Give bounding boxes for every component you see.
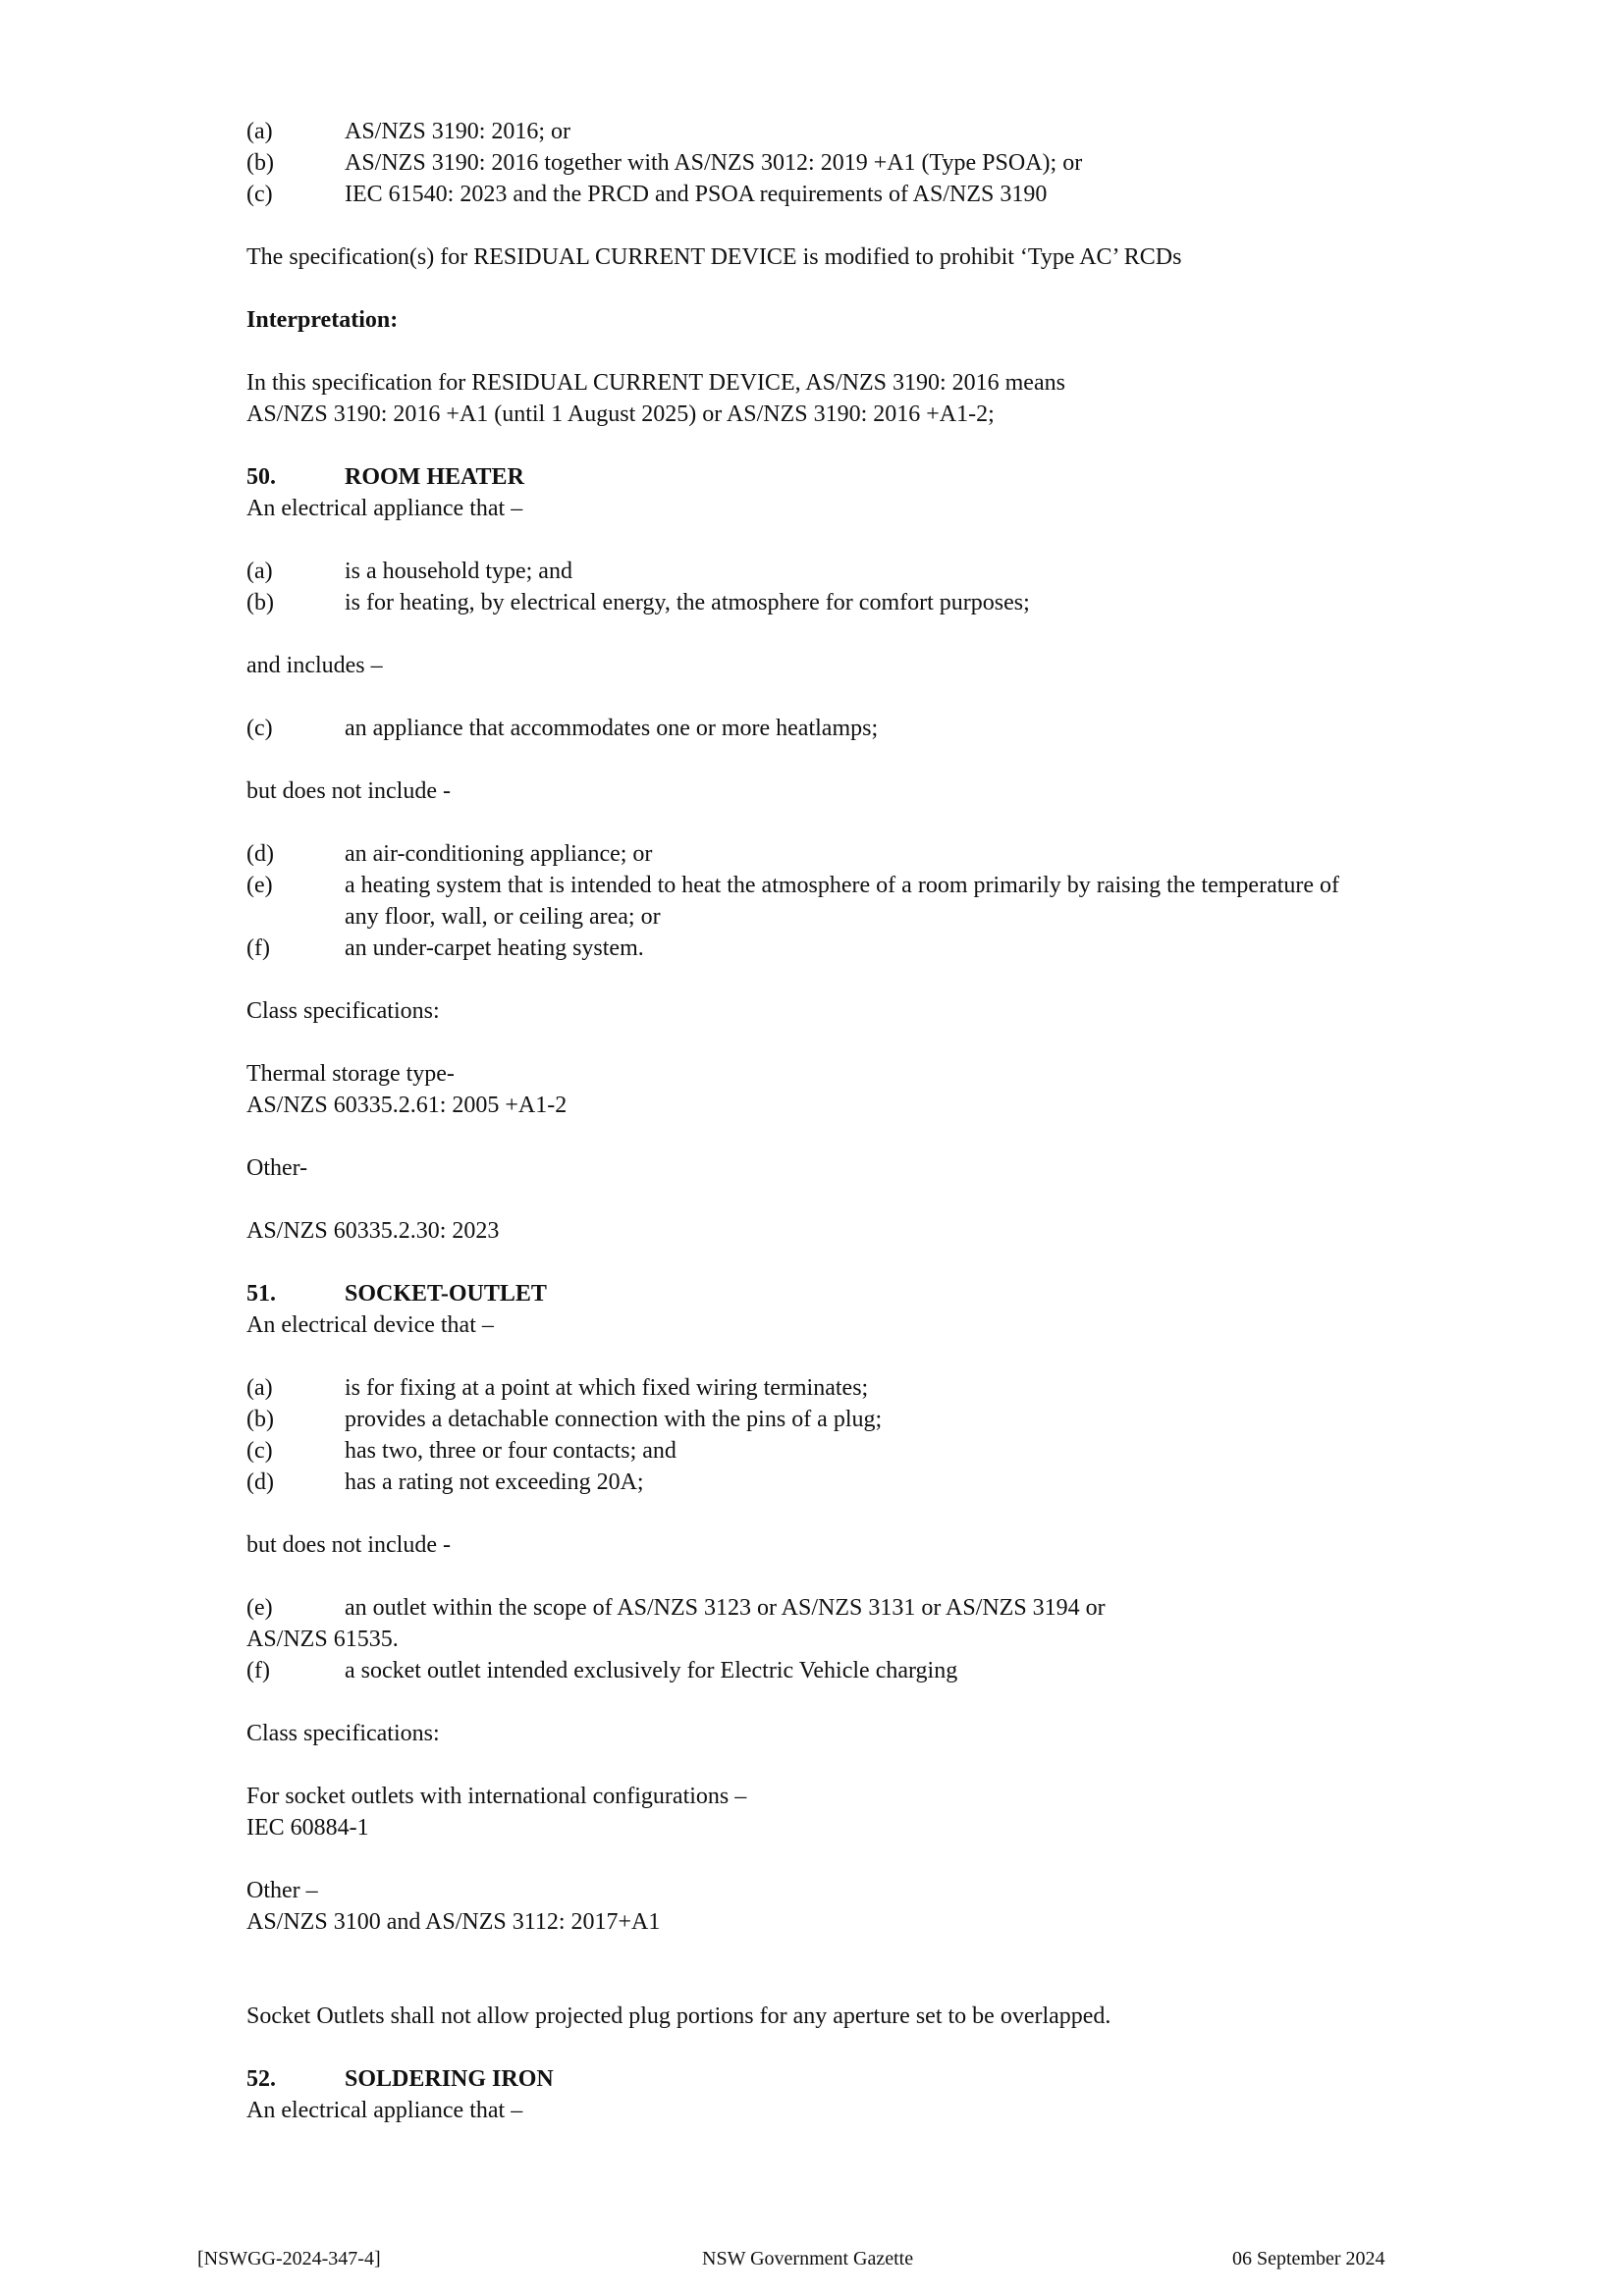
rcd-option-b <box>246 147 1425 179</box>
list-label: (d) <box>246 841 274 867</box>
list-item <box>246 556 1425 587</box>
list-label: (c) <box>246 716 273 741</box>
other-label: Other- <box>246 1155 308 1181</box>
list-label: (b) <box>246 1407 274 1432</box>
but-does-not-include: but does not include - <box>246 1532 451 1558</box>
list-item <box>246 1404 1425 1435</box>
socket-outlet-note: Socket Outlets shall not allow projected plug portions for any aperture set to be overlapped. <box>246 2003 1111 2029</box>
list-label: (e) <box>246 1595 273 1621</box>
list-text: AS/NZS 3190: 2016; or <box>345 119 571 144</box>
gazette-page <box>246 116 1425 2126</box>
list-item <box>246 933 1425 964</box>
list-item <box>246 1592 1425 1624</box>
list-text: is for heating, by electrical energy, the atmosphere for comfort purposes; <box>345 590 1030 615</box>
text-fragment: is modified to prohibit ‘Type AC’ RCDs <box>796 244 1182 270</box>
thermal-storage-label: Thermal storage type- <box>246 1061 455 1087</box>
section-title: SOLDERING IRON <box>345 2066 554 2092</box>
list-text: a heating system that is intended to heat the atmosphere of a room primarily by raising the temperature of any floor, wall, or ceiling area; or <box>345 873 1340 930</box>
list-item <box>246 838 1425 870</box>
defined-term: RESIDUAL CURRENT DEVICE <box>473 244 797 270</box>
other-label: Other – <box>246 1878 318 1903</box>
list-text-continuation: AS/NZS 61535. <box>246 1627 399 1652</box>
text-fragment: The specification(s) for <box>246 244 474 270</box>
section-title: ROOM HEATER <box>345 464 524 490</box>
but-does-not-include: but does not include - <box>246 778 451 804</box>
section-title: SOCKET-OUTLET <box>345 1281 547 1307</box>
section-number: 50. <box>246 464 276 490</box>
list-label: (e) <box>246 873 273 898</box>
list-text: has a rating not exceeding 20A; <box>345 1469 644 1495</box>
rcd-option-c <box>246 179 1425 210</box>
section-heading-51 <box>246 1278 1425 1309</box>
rcd-option-a <box>246 116 1425 147</box>
class-specifications-label: Class specifications: <box>246 1721 440 1746</box>
list-label: (a) <box>246 119 273 144</box>
and-includes: and includes – <box>246 653 383 678</box>
text-fragment: In this specification for <box>246 370 472 396</box>
section-heading-52 <box>246 2063 1425 2095</box>
list-item <box>246 1372 1425 1404</box>
list-item <box>246 1435 1425 1467</box>
list-label: (f) <box>246 1658 270 1683</box>
page-footer <box>0 2248 1624 2277</box>
section-number: 51. <box>246 1281 276 1307</box>
list-label: (d) <box>246 1469 274 1495</box>
interpretation-heading: Interpretation: <box>246 307 399 333</box>
list-text: a socket outlet intended exclusively for Electric Vehicle charging <box>345 1658 958 1683</box>
gazette-reference: [NSWGG-2024-347-4] <box>197 2248 381 2269</box>
list-label: (a) <box>246 1375 273 1401</box>
list-text: is a household type; and <box>345 559 572 584</box>
section-intro: An electrical appliance that – <box>246 2098 523 2123</box>
rcd-modified-paragraph <box>246 241 1425 273</box>
list-text: provides a detachable connection with the pins of a plug; <box>345 1407 883 1432</box>
international-config-standard: IEC 60884-1 <box>246 1815 369 1841</box>
class-specifications-label: Class specifications: <box>246 998 440 1024</box>
list-text: an appliance that accommodates one or more heatlamps; <box>345 716 879 741</box>
list-text: IEC 61540: 2023 and the PRCD and PSOA requirements of AS/NZS 3190 <box>345 182 1048 207</box>
list-item <box>246 1655 1425 1686</box>
list-label: (f) <box>246 935 270 961</box>
section-intro: An electrical device that – <box>246 1312 494 1338</box>
list-text: is for fixing at a point at which fixed wiring terminates; <box>345 1375 869 1401</box>
section-heading-50 <box>246 461 1425 493</box>
list-text: an outlet within the scope of AS/NZS 3123 or AS/NZS 3131 or AS/NZS 3194 or <box>345 1595 1106 1621</box>
list-text: AS/NZS 3190: 2016 together with AS/NZS 3012: 2019 +A1 (Type PSOA); or <box>345 150 1083 176</box>
list-label: (c) <box>246 1438 273 1464</box>
interpretation-paragraph <box>246 367 1425 399</box>
list-item <box>246 870 1425 933</box>
list-label: (b) <box>246 590 274 615</box>
international-config-label: For socket outlets with international configurations – <box>246 1784 747 1809</box>
list-text: has two, three or four contacts; and <box>345 1438 677 1464</box>
section-number: 52. <box>246 2066 276 2092</box>
thermal-storage-standard: AS/NZS 60335.2.61: 2005 +A1-2 <box>246 1093 568 1118</box>
other-standard: AS/NZS 3100 and AS/NZS 3112: 2017+A1 <box>246 1909 661 1935</box>
publication-name: NSW Government Gazette <box>702 2248 914 2269</box>
text-fragment: , AS/NZS 3190: 2016 means <box>794 370 1065 396</box>
list-label: (b) <box>246 150 274 176</box>
interpretation-line-2: AS/NZS 3190: 2016 +A1 (until 1 August 2025) or AS/NZS 3190: 2016 +A1-2; <box>246 401 995 427</box>
list-text: an air-conditioning appliance; or <box>345 841 653 867</box>
defined-term: RESIDUAL CURRENT DEVICE <box>471 370 795 396</box>
list-text: an under-carpet heating system. <box>345 935 644 961</box>
list-item <box>246 587 1425 618</box>
other-standard: AS/NZS 60335.2.30: 2023 <box>246 1218 500 1244</box>
section-intro: An electrical appliance that – <box>246 496 523 521</box>
publication-date: 06 September 2024 <box>1232 2248 1385 2269</box>
list-item <box>246 713 1425 744</box>
list-item <box>246 1467 1425 1498</box>
list-label: (c) <box>246 182 273 207</box>
list-label: (a) <box>246 559 273 584</box>
